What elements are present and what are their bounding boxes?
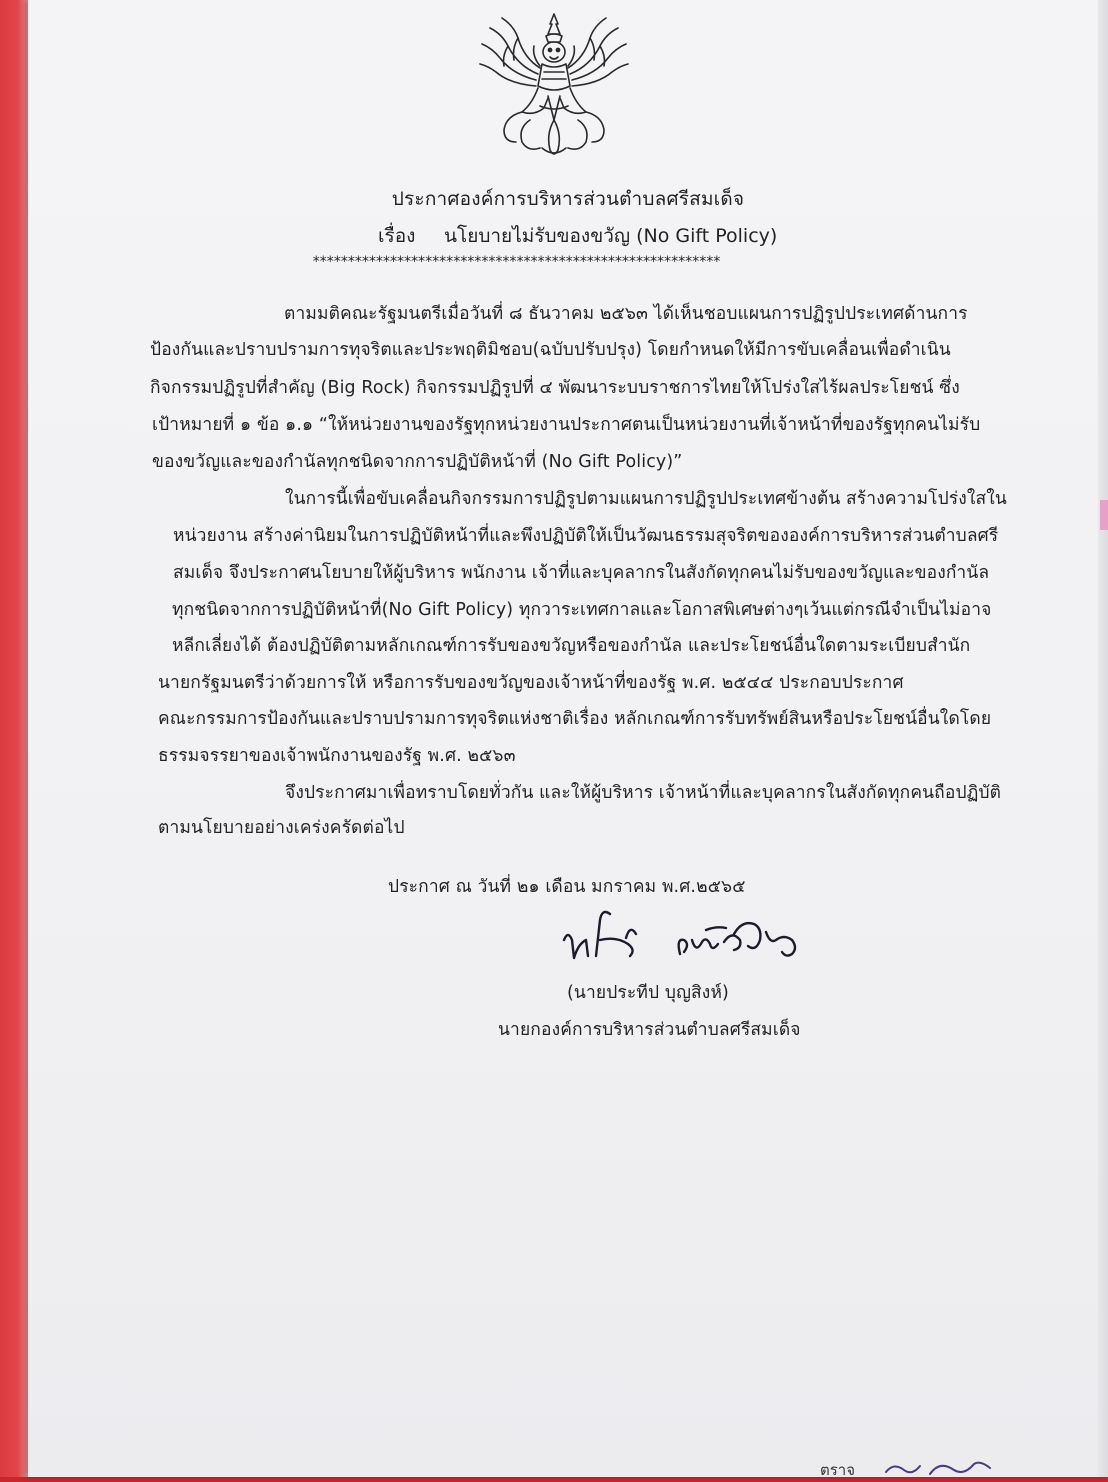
red-folder-edge	[0, 0, 30, 1477]
subject-text: นโยบายไม่รับของขวัญ (No Gift Policy)	[444, 225, 778, 247]
announcement-title: ประกาศองค์การบริหารส่วนตำบลศรีสมเด็จ	[391, 188, 745, 210]
body-line: สมเด็จ จึงประกาศนโยบายให้ผู้บริหาร พนักงาน เจ้าที่และบุคลากรในสังกัดทุกคนไม่รับของขวัญและของกำนัล	[173, 563, 990, 583]
subject-line	[378, 221, 777, 251]
separator-stars: **********************************************************	[312, 254, 720, 270]
body-line: ของขวัญและของกำนัลทุกชนิดจากการปฏิบัติหน้าที่ (No Gift Policy)”	[152, 452, 683, 472]
body-line: เป้าหมายที่ ๑ ข้อ ๑.๑ “ให้หน่วยงานของรัฐทุกหน่วยงานประกาศตนเป็นหน่วยงานที่เจ้าหน้าที่ของรัฐทุกคนไม่รับ	[152, 415, 981, 435]
body-line: ธรรมจรรยาของเจ้าพนักงานของรัฐ พ.ศ. ๒๕๖๓	[158, 746, 516, 766]
body-line: หน่วยงาน สร้างค่านิยมในการปฏิบัติหน้าที่และพึงปฏิบัติให้เป็นวัฒนธรรมสุจริตขององค์การบริหารส่วนตำบลศรี	[173, 526, 999, 546]
handwritten-signature	[556, 900, 806, 970]
body-line: ตามมติคณะรัฐมนตรีเมื่อวันที่ ๘ ธันวาคม ๒๕๖๓ ได้เห็นชอบแผนการปฏิรูปประเทศด้านการ	[284, 304, 968, 324]
signatory-position: นายกองค์การบริหารส่วนตำบลศรีสมเด็จ	[498, 1020, 801, 1040]
body-line: นายกรัฐมนตรีว่าด้วยการให้ หรือการรับของขวัญของเจ้าหน้าที่ของรัฐ พ.ศ. ๒๕๔๔ ประกอบประกาศ	[158, 673, 904, 693]
body-line: ตามนโยบายอย่างเคร่งครัดต่อไป	[158, 818, 405, 838]
garuda-emblem	[474, 8, 634, 168]
signatory-name: (นายประทีป บุญสิงห์)	[567, 983, 729, 1003]
body-line: ทุกชนิดจากการปฏิบัติหน้าที่(No Gift Policy) ทุกวาระเทศกาลและโอกาสพิเศษต่างๆเว้นแต่กรณีจำเป็นไม่อาจ	[172, 600, 992, 620]
date-line: ประกาศ ณ วันที่ ๒๑ เดือน มกราคม พ.ศ.๒๕๖๕	[388, 877, 746, 897]
body-line: ในการนี้เพื่อขับเคลื่อนกิจกรรมการปฏิรูปตามแผนการปฏิรูปประเทศข้างต้น สร้างความโปร่งใสใน	[285, 489, 1007, 509]
body-line: คณะกรรมการป้องกันและปราบปรามการทุจริตแห่งชาติเรื่อง หลักเกณฑ์การรับทรัพย์สินหรือประโยชน์อื่นใดโดย	[158, 709, 992, 729]
underlying-sheet-edge	[1098, 0, 1108, 1477]
body-line: จึงประกาศมาเพื่อทราบโดยทั่วกัน และให้ผู้บริหาร เจ้าหน้าที่และบุคลากรในสังกัดทุกคนถือปฏิบัติ	[285, 783, 1002, 803]
body-line: ป้องกันและปราบปรามการทุจริตและประพฤติมิชอบ(ฉบับปรับปรุง) โดยกำหนดให้มีการขับเคลื่อนเพื่อดำเนิน	[150, 340, 951, 360]
body-line: หลีกเลี่ยงได้ ต้องปฏิบัติตามหลักเกณฑ์การรับของขวัญหรือของกำนัล และประโยชน์อื่นใดตามระเบียบสำนัก	[172, 636, 971, 656]
footer-cut-text: ตราจ	[820, 1461, 856, 1479]
pink-tab-marker	[1100, 500, 1108, 530]
footer-scribble	[880, 1452, 1000, 1477]
body-line: กิจกรรมปฏิรูปที่สำคัญ (Big Rock) กิจกรรมปฏิรูปที่ ๔ พัฒนาระบบราชการไทยให้โปร่งใสไร้ผลประโยชน์ ซึ่ง	[150, 378, 960, 398]
subject-label: เรื่อง	[378, 225, 416, 247]
